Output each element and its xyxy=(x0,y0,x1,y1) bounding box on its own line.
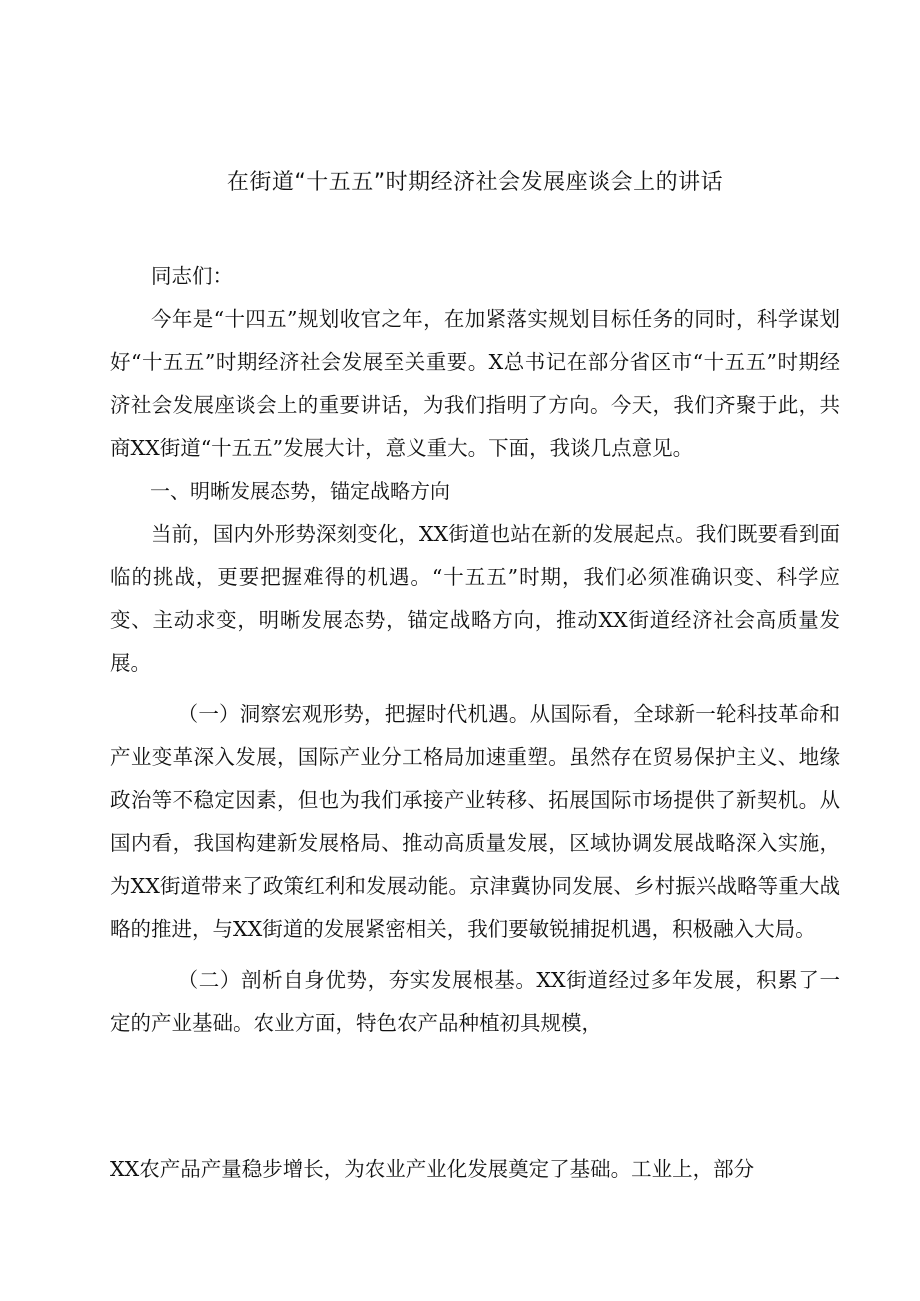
intro-paragraph: 今年是“十四五”规划收官之年，在加紧落实规划目标任务的同时，科学谋划好“十五五”时期经济社会发展至关重要。X总书记在部分省区市“十五五”时期经济社会发展座谈会上的重要讲话，为我们指明了方向。今天，我们齐聚于此，共商XX街道“十五五”发展大计，意义重大。下面，我谈几点意见。 xyxy=(110,307,840,460)
subsection-2-paragraph: （二）剖析自身优势，夯实发展根基。XX街道经过多年发展，积累了一定的产业基础。农业方面，特色农产品种植初具规模， xyxy=(110,968,840,1035)
salutation: 同志们： xyxy=(151,264,233,288)
trailing-line: XX农产品产量稳步增长，为农业产业化发展奠定了基础。工业上，部分 xyxy=(110,1157,755,1181)
section-intro-paragraph: 当前，国内外形势深刻变化，XX街道也站在新的发展起点。我们既要看到面临的挑战，更要把握难得的机遇。“十五五”时期，我们必须准确识变、科学应变、主动求变，明晰发展态势，锚定战略方向，推动XX街道经济社会高质量发展。 xyxy=(110,522,840,675)
document-title: 在街道“十五五”时期经济社会发展座谈会上的讲话 xyxy=(226,170,724,195)
section-heading: 一、明晰发展态势，锚定战略方向 xyxy=(150,479,450,503)
paragraph-spacer xyxy=(110,951,840,959)
subsection-1-paragraph: （一）洞察宏观形势，把握时代机遇。从国际看，全球新一轮科技革命和产业变革深入发展，国际产业分工格局加速重塑。虽然存在贸易保护主义、地缘政治等不稳定因素，但也为我们承接产业转移、拓展国际市场提供了新契机。从国内看，我国构建新发展格局、推动高质量发展，区域协调发展战略深入实施，为XX街道带来了政策红利和发展动能。京津冀协同发展、乡村振兴战略等重大战略的推进，与XX街道的发展紧密相关，我们要敏锐捕捉机遇，积极融入大局。 xyxy=(110,702,840,941)
paragraph-spacer xyxy=(110,685,840,693)
document-body xyxy=(110,255,840,1045)
